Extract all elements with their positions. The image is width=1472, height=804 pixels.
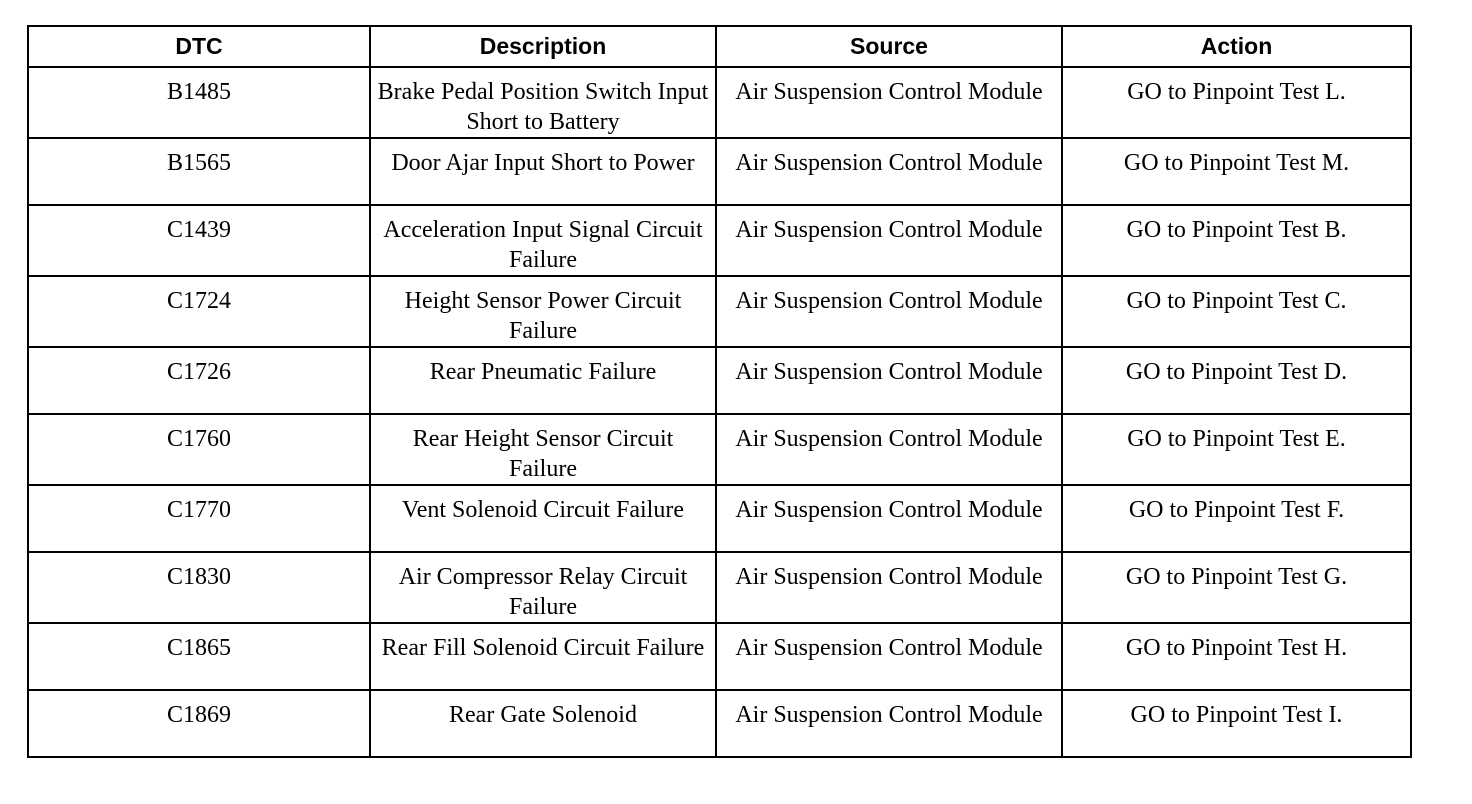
cell-dtc: B1565 bbox=[28, 138, 370, 205]
cell-description: Air Compressor Relay Circuit Failure bbox=[370, 552, 716, 623]
cell-source: Air Suspension Control Module bbox=[716, 690, 1062, 757]
cell-dtc: C1439 bbox=[28, 205, 370, 276]
table-row bbox=[28, 276, 1411, 347]
table-row bbox=[28, 205, 1411, 276]
cell-action: GO to Pinpoint Test H. bbox=[1062, 623, 1411, 690]
table-row bbox=[28, 414, 1411, 485]
cell-dtc: C1726 bbox=[28, 347, 370, 414]
header-source: Source bbox=[716, 26, 1062, 67]
cell-dtc: C1865 bbox=[28, 623, 370, 690]
table-row bbox=[28, 690, 1411, 757]
table-row bbox=[28, 552, 1411, 623]
cell-description: Vent Solenoid Circuit Failure bbox=[370, 485, 716, 552]
cell-action: GO to Pinpoint Test D. bbox=[1062, 347, 1411, 414]
cell-source: Air Suspension Control Module bbox=[716, 138, 1062, 205]
header-action: Action bbox=[1062, 26, 1411, 67]
cell-action: GO to Pinpoint Test B. bbox=[1062, 205, 1411, 276]
cell-source: Air Suspension Control Module bbox=[716, 67, 1062, 138]
cell-source: Air Suspension Control Module bbox=[716, 205, 1062, 276]
cell-source: Air Suspension Control Module bbox=[716, 276, 1062, 347]
cell-action: GO to Pinpoint Test I. bbox=[1062, 690, 1411, 757]
cell-description: Rear Pneumatic Failure bbox=[370, 347, 716, 414]
header-row bbox=[28, 26, 1411, 67]
table-row bbox=[28, 485, 1411, 552]
cell-dtc: C1830 bbox=[28, 552, 370, 623]
cell-action: GO to Pinpoint Test F. bbox=[1062, 485, 1411, 552]
cell-source: Air Suspension Control Module bbox=[716, 485, 1062, 552]
cell-description: Height Sensor Power Circuit Failure bbox=[370, 276, 716, 347]
cell-description: Rear Gate Solenoid bbox=[370, 690, 716, 757]
header-dtc: DTC bbox=[28, 26, 370, 67]
cell-action: GO to Pinpoint Test E. bbox=[1062, 414, 1411, 485]
cell-dtc: C1770 bbox=[28, 485, 370, 552]
header-description: Description bbox=[370, 26, 716, 67]
cell-dtc: C1760 bbox=[28, 414, 370, 485]
dtc-table bbox=[27, 25, 1412, 758]
cell-source: Air Suspension Control Module bbox=[716, 414, 1062, 485]
table-body bbox=[28, 67, 1411, 757]
cell-source: Air Suspension Control Module bbox=[716, 552, 1062, 623]
cell-description: Brake Pedal Position Switch Input Short to Battery bbox=[370, 67, 716, 138]
cell-action: GO to Pinpoint Test M. bbox=[1062, 138, 1411, 205]
cell-description: Rear Height Sensor Circuit Failure bbox=[370, 414, 716, 485]
cell-source: Air Suspension Control Module bbox=[716, 623, 1062, 690]
cell-description: Acceleration Input Signal Circuit Failure bbox=[370, 205, 716, 276]
cell-dtc: B1485 bbox=[28, 67, 370, 138]
cell-dtc: C1724 bbox=[28, 276, 370, 347]
cell-description: Rear Fill Solenoid Circuit Failure bbox=[370, 623, 716, 690]
table-row bbox=[28, 67, 1411, 138]
cell-action: GO to Pinpoint Test C. bbox=[1062, 276, 1411, 347]
cell-source: Air Suspension Control Module bbox=[716, 347, 1062, 414]
cell-dtc: C1869 bbox=[28, 690, 370, 757]
table-row bbox=[28, 138, 1411, 205]
cell-action: GO to Pinpoint Test L. bbox=[1062, 67, 1411, 138]
cell-description: Door Ajar Input Short to Power bbox=[370, 138, 716, 205]
table-header bbox=[28, 26, 1411, 67]
cell-action: GO to Pinpoint Test G. bbox=[1062, 552, 1411, 623]
table-row bbox=[28, 623, 1411, 690]
table-row bbox=[28, 347, 1411, 414]
